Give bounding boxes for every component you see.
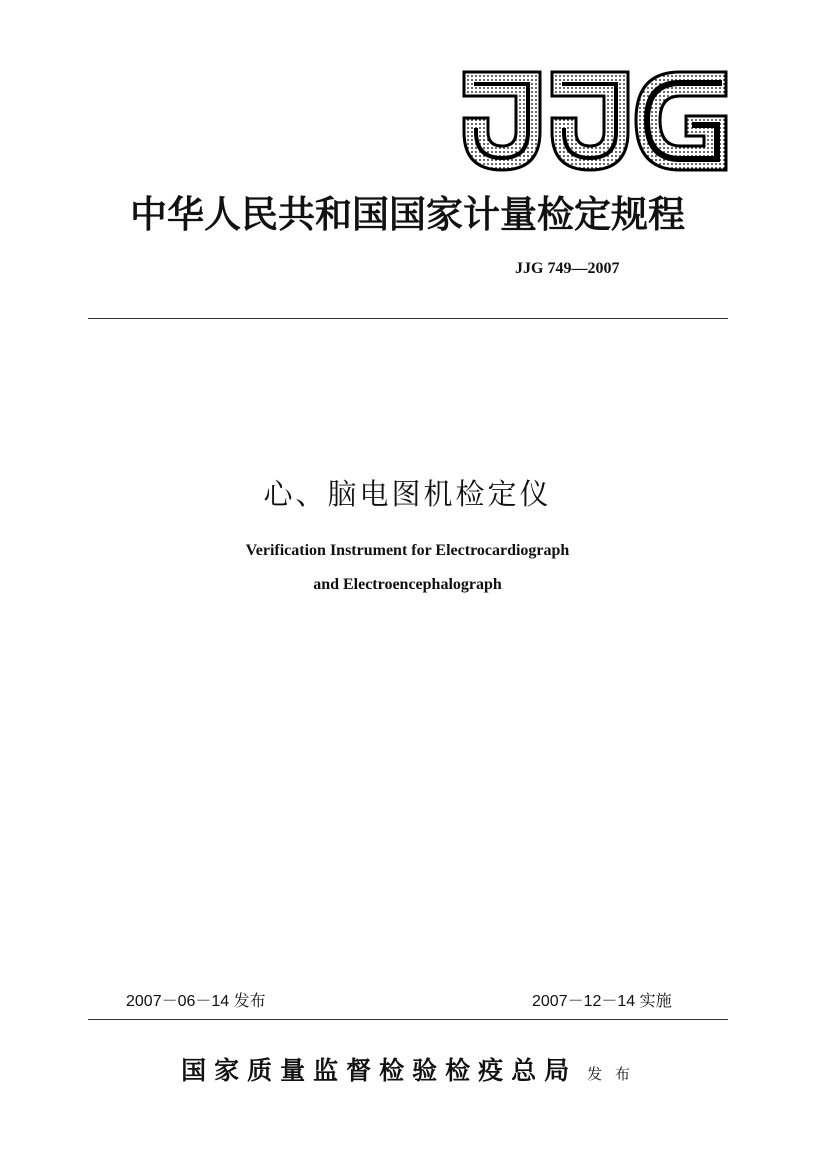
logo-letter-j1	[464, 72, 540, 170]
issuer-org: 国家质量监督检验检疫总局	[181, 1056, 578, 1085]
series-title: 中华人民共和国国家计量检定规程	[130, 192, 685, 236]
effective-date: 2007－12－14 实施	[532, 993, 672, 1010]
document-title-en-line1: Verification Instrument for Electrocardiograph	[245, 542, 570, 559]
bottom-divider	[88, 1019, 728, 1020]
issuer-line	[0, 1051, 815, 1087]
issuer-action: 发 布	[587, 1065, 634, 1083]
document-title-en-line2: and Electroencephalograph	[313, 576, 502, 593]
logo-letter-j2	[552, 72, 628, 170]
standard-code: JJG 749—2007	[515, 260, 620, 277]
logo-letter-g	[636, 72, 726, 170]
issue-date: 2007－06－14 发布	[126, 993, 266, 1010]
document-title-cn: 心、脑电图机检定仪	[263, 477, 552, 511]
jjg-logo	[458, 70, 728, 172]
top-divider	[88, 318, 728, 319]
